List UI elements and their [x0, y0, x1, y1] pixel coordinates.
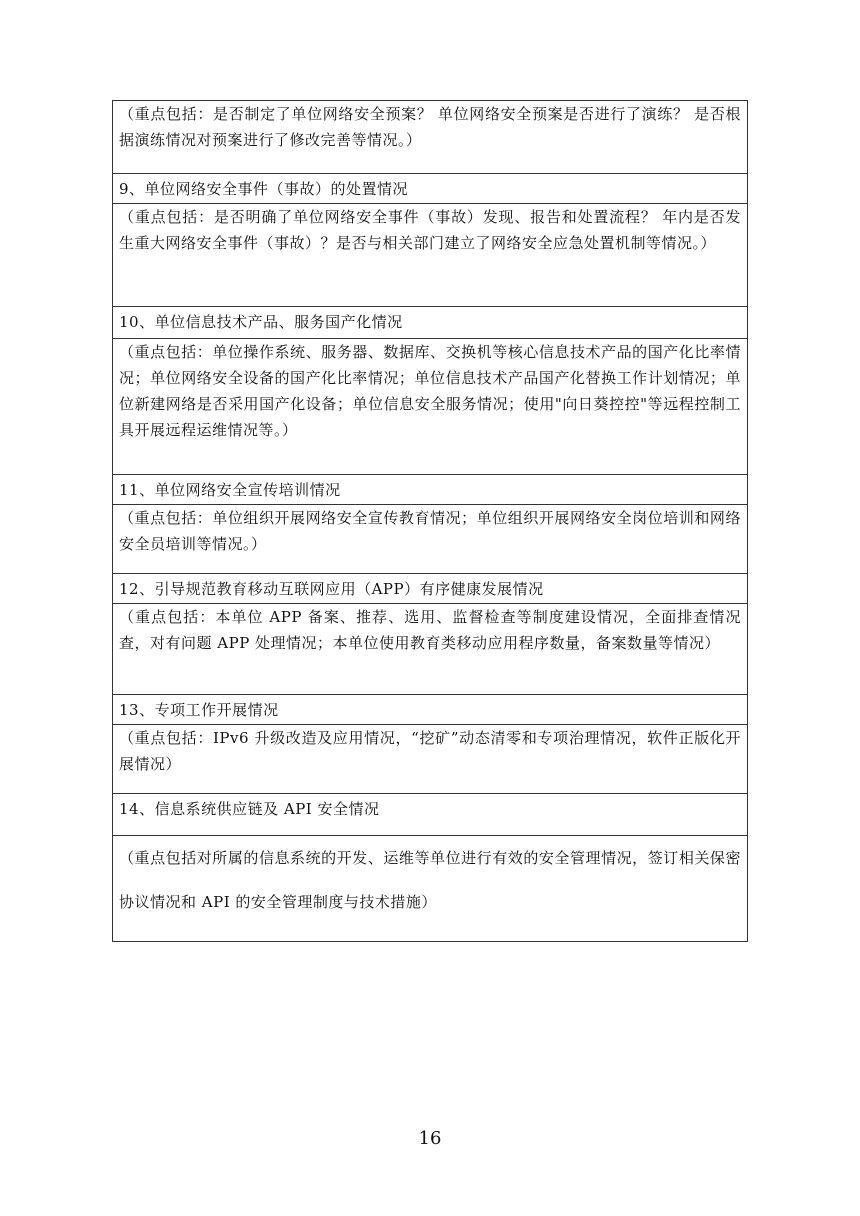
section-header-row: [113, 695, 748, 725]
section-header-row: [113, 475, 748, 505]
section-body-row: [113, 604, 748, 695]
section-description: （重点包括：IPv6 升级改造及应用情况，“挖矿”动态清零和专项治理情况，软件正版化开展情况）: [113, 725, 748, 794]
report-form-table: [112, 100, 748, 942]
section-title: 9、单位网络安全事件（事故）的处置情况: [113, 174, 748, 204]
section-body-row: [113, 204, 748, 307]
section-header-row: [113, 794, 748, 836]
section-body-row: [113, 339, 748, 475]
section-title: 14、信息系统供应链及 API 安全情况: [113, 794, 748, 836]
section-title: 11、单位网络安全宣传培训情况: [113, 475, 748, 505]
section-description: （重点包括：本单位 APP 备案、推荐、选用、监督检查等制度建设情况，全面排查情况查，对有问题 APP 处理情况；本单位使用教育类移动应用程序数量，备案数量等情况）: [113, 604, 748, 695]
section-body-row: [113, 101, 748, 174]
section-body-row: [113, 725, 748, 794]
section-title: 12、引导规范教育移动互联网应用（APP）有序健康发展情况: [113, 574, 748, 604]
section-title: 10、单位信息技术产品、服务国产化情况: [113, 307, 748, 339]
section-description: （重点包括：是否明确了单位网络安全事件（事故）发现、报告和处置流程？ 年内是否发生重大网络安全事件（事故）？是否与相关部门建立了网络安全应急处置机制等情况。）: [113, 204, 748, 307]
section-body-row: [113, 836, 748, 942]
section-header-row: [113, 574, 748, 604]
section-description: （重点包括：是否制定了单位网络安全预案？ 单位网络安全预案是否进行了演练？ 是否根据演练情况对预案进行了修改完善等情况。）: [113, 101, 748, 174]
section-body-row: [113, 505, 748, 574]
page-number: 16: [418, 1128, 442, 1149]
section-header-row: [113, 174, 748, 204]
section-description: （重点包括对所属的信息系统的开发、运维等单位进行有效的安全管理情况，签订相关保密协议情况和 API 的安全管理制度与技术措施）: [113, 836, 748, 942]
section-description: （重点包括：单位操作系统、服务器、数据库、交换机等核心信息技术产品的国产化比率情况；单位网络安全设备的国产化比率情况；单位信息技术产品国产化替换工作计划情况；单位新建网络是否采用国产化设备；单位信息安全服务情况；使用"向日葵控控"等远程控制工具开展远程运维情况等。）: [113, 339, 748, 475]
section-description: （重点包括：单位组织开展网络安全宣传教育情况；单位组织开展网络安全岗位培训和网络安全员培训等情况。）: [113, 505, 748, 574]
section-title: 13、专项工作开展情况: [113, 695, 748, 725]
section-header-row: [113, 307, 748, 339]
table-body: [113, 101, 748, 942]
